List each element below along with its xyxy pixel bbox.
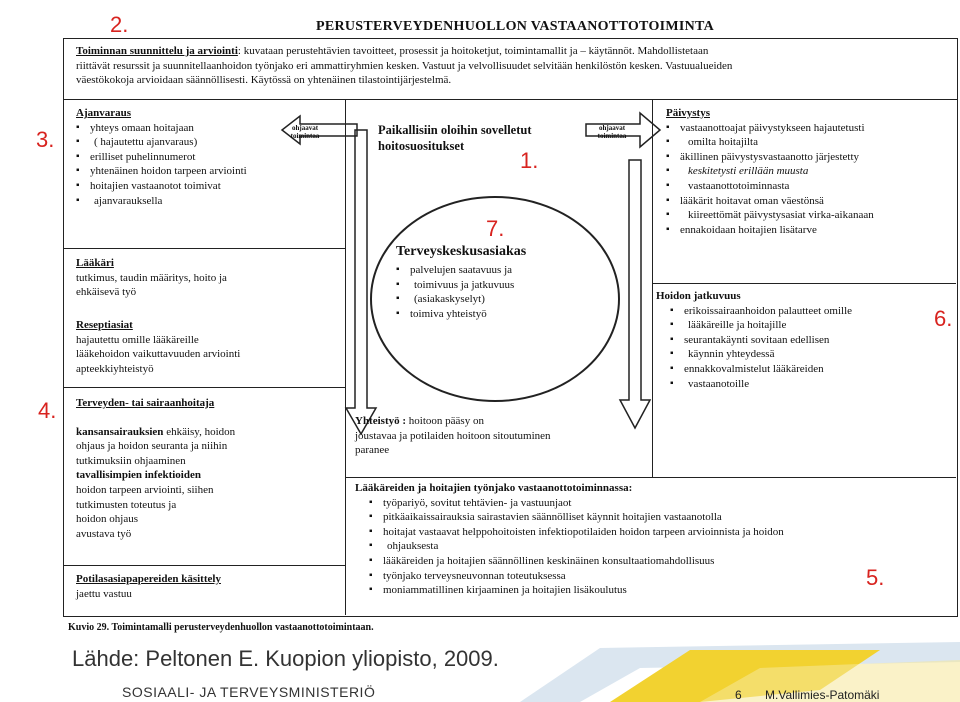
arrow-label-left: ohjaavat toimintaa xyxy=(290,124,320,140)
list-item: ▪ toimivuus ja jatkuvuus xyxy=(396,278,526,293)
list-item: ▪ lääkäreille ja hoitajille xyxy=(670,318,852,333)
marker-7: 7. xyxy=(486,216,505,241)
hoidon-jatkuvuus-heading: Hoidon jatkuvuus xyxy=(656,290,741,302)
text-line: hoitoon pääsy on xyxy=(406,415,484,427)
list-item: ▪ vastaanottotoiminnasta xyxy=(666,179,874,194)
list-item: ▪ erilliset puhelinnumerot xyxy=(76,150,247,165)
text-line: tutkimus, taudin määritys, hoito ja xyxy=(76,271,227,284)
text-line: kansansairauksien ehkäisy, hoidon xyxy=(76,425,236,438)
list-item: ▪ (asiakaskyselyt) xyxy=(396,292,526,307)
text-line: joustavaa ja potilaiden hoitoon sitoutuminen xyxy=(355,429,551,442)
marker-2: 2. xyxy=(110,12,129,37)
terveyskeskus-heading: Terveyskeskusasiakas xyxy=(396,244,527,259)
list-item: ▪ hoitajat vastaavat helppohoitoisten infektiopotilaiden hoidon tarpeen arvioinnista ja hoidon xyxy=(369,525,784,540)
list-item: ▪ ajanvarauksella xyxy=(76,194,247,209)
author-name: M.Vallimies-Patomäki xyxy=(765,688,880,702)
text-line: jaettu vastuu xyxy=(76,587,132,600)
ajanvaraus-heading: Ajanvaraus xyxy=(76,107,132,119)
marker-4: 4. xyxy=(38,398,57,423)
text-line: apteekkiyhteistyö xyxy=(76,362,154,375)
list-item: ▪ ohjauksesta xyxy=(369,539,784,554)
potilasasia-heading: Potilasasiapapereiden käsittely xyxy=(76,573,221,585)
list-item: ▪ äkillinen päivystysvastaanotto järjestetty xyxy=(666,150,874,165)
yhteistyo-heading: Yhteistyö : xyxy=(355,415,407,427)
paikalliset-hoitosuositukset: Paikallisiin oloihin sovelletut hoitosuositukset xyxy=(378,123,532,153)
intro-heading: Toiminnan suunnittelu ja arviointi xyxy=(76,45,238,57)
list-item: ▪ ( hajautettu ajanvaraus) xyxy=(76,135,247,150)
list-item: ▪ keskitetysti erillään muusta xyxy=(666,164,874,179)
list-item: ▪ seurantakäynti sovitaan edellisen xyxy=(670,333,852,348)
ministry-logo-text: SOSIAALI- JA TERVEYSMINISTERIÖ xyxy=(122,684,376,700)
list-item: ▪ palvelujen saatavuus ja xyxy=(396,263,526,278)
text-line: lääkehoidon vaikuttavuuden arviointi xyxy=(76,348,241,361)
list-item: ▪ omilta hoitajilta xyxy=(666,135,874,150)
list-item: ▪ ennakoidaan hoitajien lisätarve xyxy=(666,223,874,238)
list-item: ▪ pitkäaikaissairauksia sairastavien säännölliset käynnit hoitajien vastaanotolla xyxy=(369,510,784,525)
list-item: ▪ työpariyö, sovitut tehtävien- ja vastuunjaot xyxy=(369,496,784,511)
list-item: ▪ toimiva yhteistyö xyxy=(396,307,526,322)
text-line: hoidon tarpeen arviointi, siihen xyxy=(76,483,214,496)
list-item: ▪ käynnin yhteydessä xyxy=(670,347,852,362)
laakari-heading: Lääkäri xyxy=(76,257,114,269)
list-item: ▪ moniammatillinen kirjaaminen ja hoitajien lisäkoulutus xyxy=(369,583,784,598)
list-item: ▪ lääkärit hoitavat oman väestönsä xyxy=(666,194,874,209)
arrow-label-right: ohjaavat toimintaa xyxy=(597,124,627,140)
tyonjako-heading: Lääkäreiden ja hoitajien työnjako vastaanottotoiminnassa: xyxy=(355,482,633,494)
text-line: tutkimusten toteutus ja xyxy=(76,498,177,511)
list-item: ▪ yhteys omaan hoitajaan xyxy=(76,121,247,136)
list-item: ▪ vastaanottoajat päivystykseen hajautetusti xyxy=(666,121,874,136)
figure-caption: Kuvio 29. Toimintamalli perusterveydenhuollon vastaanottotoimintaan. xyxy=(68,622,374,633)
source-citation: Lähde: Peltonen E. Kuopion yliopisto, 2009. xyxy=(72,646,499,671)
marker-5: 5. xyxy=(866,565,885,590)
reseptiasiat-heading: Reseptiasiat xyxy=(76,319,133,331)
text-line: paranee xyxy=(355,444,390,457)
intro-line: : kuvataan perustehtävien tavoitteet, prosessit ja hoitoketjut, toimintamallit ja – käytännöt. Mahdollistetaan xyxy=(237,45,709,57)
list-item: ▪ yhtenäinen hoidon tarpeen arviointi xyxy=(76,164,247,179)
intro-line: riittävät resurssit ja suunnitellaanhoidon työnjako eri ammattiryhmien kesken. Vastuut ja velvollisuudet selvitään henkilöstön kesken. Vastuualueiden xyxy=(76,59,733,72)
diagram-title: PERUSTERVEYDENHUOLLON VASTAANOTTOTOIMINTA xyxy=(316,19,715,34)
paivystys-heading: Päivystys xyxy=(666,107,710,119)
list-item: ▪ ennakkovalmistelut lääkäreiden xyxy=(670,362,852,377)
terveyden-heading: Terveyden- tai sairaanhoitaja xyxy=(76,397,215,409)
intro-line: väestökokoja arvioidaan säännöllisesti. Käytössä on yhtenäinen tilastointijärjestelmä. xyxy=(76,74,452,87)
marker-6: 6. xyxy=(934,306,953,331)
text-line: tutkimuksiin ohjaaminen xyxy=(76,454,186,467)
text-line: hoidon ohjaus xyxy=(76,513,139,526)
list-item: ▪ erikoissairaanhoidon palautteet omille xyxy=(670,304,852,319)
list-item: ▪ hoitajien vastaanotot toimivat xyxy=(76,179,247,194)
text-line: avustava työ xyxy=(76,527,132,540)
list-item: ▪ lääkäreiden ja hoitajien säännöllinen keskinäinen konsultaatiomahdollisuus xyxy=(369,554,784,569)
text-line: ohjaus ja hoidon seuranta ja niihin xyxy=(76,440,228,453)
text-line: tavallisimpien infektioiden xyxy=(76,469,201,482)
list-item: ▪ kiireettömät päivystysasiat virka-aikanaan xyxy=(666,208,874,223)
text-line: ehkäisevä työ xyxy=(76,286,137,299)
text-line: hajautettu omille lääkäreille xyxy=(76,333,199,346)
marker-3: 3. xyxy=(36,127,55,152)
marker-1: 1. xyxy=(520,148,539,173)
list-item: ▪ työnjako terveysneuvonnan toteutuksessa xyxy=(369,569,784,584)
list-item: ▪ vastaanotoille xyxy=(670,377,852,392)
page-number: 6 xyxy=(735,688,742,702)
